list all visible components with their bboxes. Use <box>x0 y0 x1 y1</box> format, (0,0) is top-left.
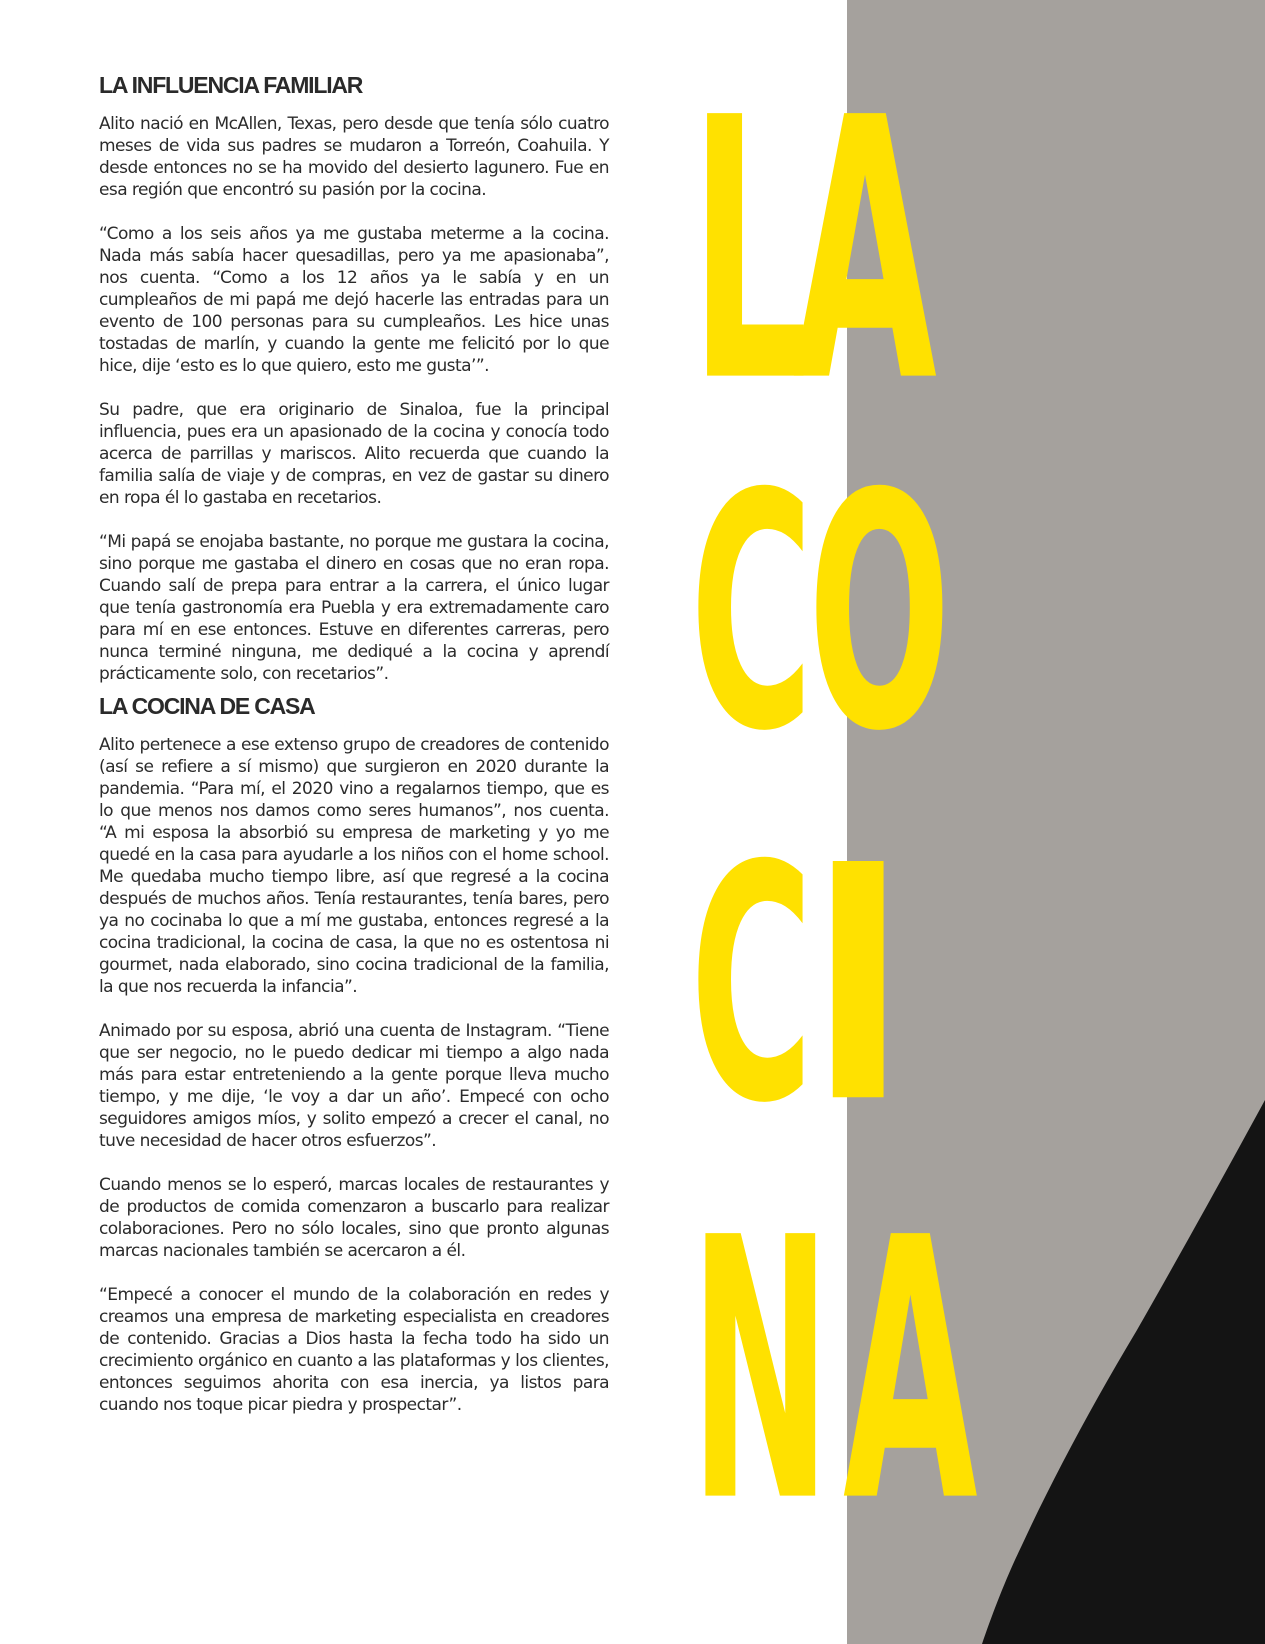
section-heading-influencia: LA INFLUENCIA FAMILIAR <box>99 72 363 98</box>
title-letter: L <box>690 42 809 461</box>
paragraph: “Como a los seis años ya me gustaba meterme a la cocina. Nada más sabía hacer quesadillas, pero ya me apasionaba”, nos cuenta. “Como a los 12 años ya le sabía y en un cumpleaños de mi papá me dejó hacerle las entradas para un evento de 100 personas para su cumpleaños. Les hice unas tostadas de marlín, y cuando la gente me felicitó por lo que hice, dije ‘esto es lo que quiero, esto me gusta’”. <box>99 224 609 376</box>
title-letter: I <box>808 797 909 1174</box>
title-letter: C <box>690 797 814 1174</box>
la-cocina-title-graphic <box>690 42 1050 1592</box>
title-letter: A <box>793 42 938 461</box>
title-letter: N <box>690 1162 831 1581</box>
paragraph: Alito nació en McAllen, Texas, pero desde que tenía sólo cuatro meses de vida sus padres se mudaron a Torreón, Coahuila. Y desde entonces no se ha movido del desierto lagunero. Fue en esa región que encontró su pasión por la cocina. <box>99 114 609 200</box>
paragraph: Cuando menos se lo esperó, marcas locales de restaurantes y de productos de comida comenzaron a buscarlo para realizar colaboraciones. Pero no sólo locales, sino que pronto algunas marcas nacionales también se acercaron a él. <box>99 1175 609 1261</box>
title-line-co <box>690 425 1063 802</box>
article-body <box>99 70 609 1438</box>
title-letter: C <box>690 425 814 802</box>
title-line-ci <box>690 797 920 1174</box>
paragraph: Animado por su esposa, abrió una cuenta de Instagram. “Tiene que ser negocio, no le puedo dedicar mi tiempo a algo nada más para estar entreteniendo a la gente porque lleva mucho tiempo, y me dije, ‘le voy a dar un año’. Empecé con ocho seguidores amigos míos, y solito empezó a crecer el canal, no tuve necesidad de hacer otros esfuerzos”. <box>99 1021 609 1151</box>
title-letter: A <box>843 1162 978 1581</box>
title-line-la <box>690 42 1025 461</box>
section-heading-cocina-de-casa: LA COCINA DE CASA <box>99 693 315 719</box>
title-line-na <box>690 1162 1075 1581</box>
paragraph: “Empecé a conocer el mundo de la colaboración en redes y creamos una empresa de marketing especialista en creadores de contenido. Gracias a Dios hasta la fecha todo ha sido un crecimiento orgánico en cuanto a las plataformas y los clientes, entonces seguimos ahorita con esa inercia, ya listos para cuando nos toque picar piedra y prospectar”. <box>99 1285 609 1415</box>
paragraph: “Mi papá se enojaba bastante, no porque me gustara la cocina, sino porque me gastaba el dinero en cosas que no eran ropa. Cuando salí de prepa para entrar a la carrera, el único lugar que tenía gastronomía era Puebla y era extremadamente caro para mí en ese entonces. Estuve en diferentes carreras, pero nunca terminé ninguna, me dediqué a la cocina y aprendí prácticamente solo, con recetarios”. <box>99 532 609 684</box>
title-letter: O <box>808 425 951 802</box>
paragraph: Alito pertenece a ese extenso grupo de creadores de contenido (así se refiere a sí mismo) que surgieron en 2020 durante la pandemia. “Para mí, el 2020 vino a regalarnos tiempo, que es lo que menos nos damos como seres humanos”, nos cuenta. “A mi esposa la absorbió su empresa de marketing y yo me quedé en la casa para ayudarle a los niños con el home school. Me quedaba mucho tiempo libre, así que regresé a la cocina después de muchos años. Tenía restaurantes, tenía bares, pero ya no cocinaba lo que a mí me gustaba, entonces regresé a la cocina tradicional, la cocina de casa, la que no es ostentosa ni gourmet, nada elaborado, sino cocina tradicional de la familia, la que nos recuerda la infancia”. <box>99 735 609 997</box>
paragraph: Su padre, que era originario de Sinaloa, fue la principal influencia, pues era un apasionado de la cocina y conocía todo acerca de parrillas y mariscos. Alito recuerda que cuando la familia salía de viaje y de compras, en vez de gastar su dinero en ropa él lo gastaba en recetarios. <box>99 400 609 508</box>
